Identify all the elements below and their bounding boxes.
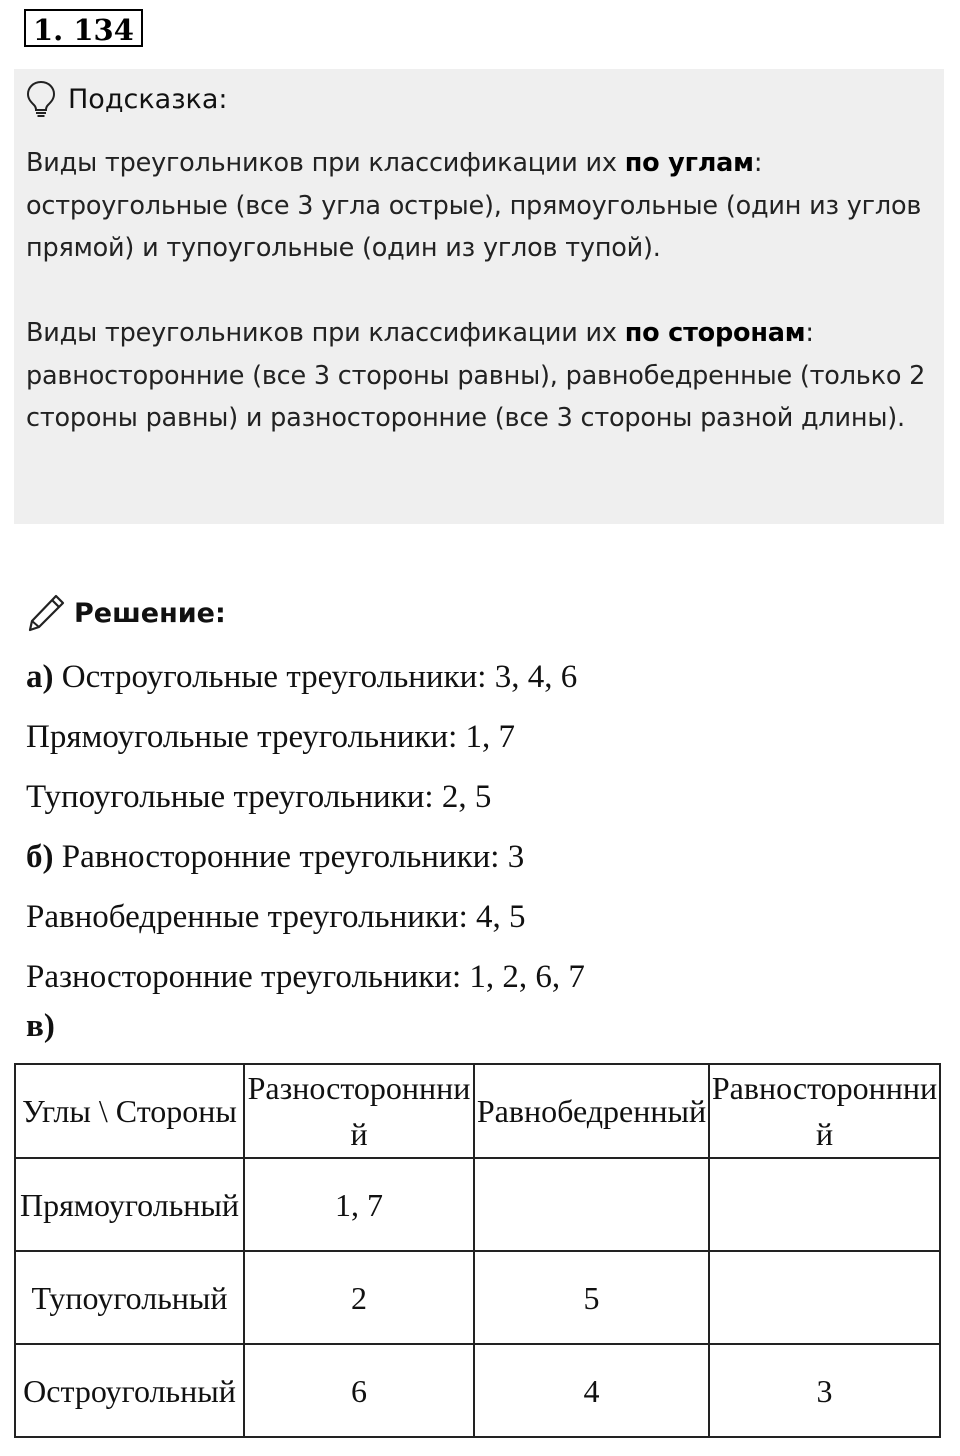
answer-label: а) bbox=[26, 659, 54, 695]
answer-text: Тупоугольные треугольники: 2, 5 bbox=[26, 779, 492, 815]
hint-p2-bold: по сторонам bbox=[624, 318, 806, 348]
answer-line bbox=[26, 837, 524, 877]
answer-text: Равнобедренные треугольники: 4, 5 bbox=[26, 899, 526, 935]
hint-paragraph-sides bbox=[26, 312, 931, 440]
answer-text: Разносторонние треугольники: 1, 2, 6, 7 bbox=[26, 959, 585, 995]
hint-p1-prefix: Виды треугольников при классификации их bbox=[26, 148, 625, 178]
table-cell bbox=[709, 1251, 940, 1344]
pencil-icon bbox=[26, 593, 66, 633]
answer-text: Равносторонние треугольники: 3 bbox=[53, 839, 525, 875]
answer-line bbox=[26, 957, 585, 997]
hint-header bbox=[26, 79, 228, 119]
problem-number: 1. 134 bbox=[24, 9, 143, 47]
table-cell: 3 bbox=[709, 1344, 940, 1437]
answer-line bbox=[26, 777, 491, 817]
answer-line bbox=[26, 1006, 55, 1046]
table-header-cell: Равностороннний bbox=[709, 1064, 940, 1158]
table-row bbox=[15, 1344, 940, 1437]
table-cell: 1, 7 bbox=[244, 1158, 474, 1251]
table-cell: 4 bbox=[474, 1344, 709, 1437]
answer-label: в) bbox=[26, 1008, 55, 1044]
hint-box bbox=[14, 69, 944, 524]
table-row-header: Тупоугольный bbox=[15, 1251, 244, 1344]
table-header-cell: Равнобедренный bbox=[474, 1064, 709, 1158]
table-row bbox=[15, 1251, 940, 1344]
table-header-cell: Разностороннний bbox=[244, 1064, 474, 1158]
hint-p2-prefix: Виды треугольников при классификации их bbox=[26, 318, 625, 348]
table-header-cell: Углы \ Стороны bbox=[15, 1064, 244, 1158]
table-cell bbox=[709, 1158, 940, 1251]
solution-title: Решение: bbox=[74, 597, 226, 629]
table-cell: 5 bbox=[474, 1251, 709, 1344]
answer-line bbox=[26, 897, 526, 937]
answer-line bbox=[26, 657, 577, 697]
answer-label: б) bbox=[26, 839, 54, 875]
classification-table bbox=[14, 1063, 941, 1438]
table-row bbox=[15, 1158, 940, 1251]
answer-text: Прямоугольные треугольники: 1, 7 bbox=[26, 719, 516, 755]
table-header-row bbox=[15, 1064, 940, 1158]
table-cell bbox=[474, 1158, 709, 1251]
solution-header bbox=[26, 591, 226, 635]
answer-line bbox=[26, 717, 515, 757]
table-cell: 2 bbox=[244, 1251, 474, 1344]
table-row-header: Остроугольный bbox=[15, 1344, 244, 1437]
table-row-header: Прямоугольный bbox=[15, 1158, 244, 1251]
hint-p1-bold: по углам bbox=[624, 148, 754, 178]
answer-text: Остроугольные треугольники: 3, 4, 6 bbox=[53, 659, 578, 695]
hint-title: Подсказка: bbox=[68, 83, 228, 115]
table-cell: 6 bbox=[244, 1344, 474, 1437]
hint-p2-suffix: : равносторонние (все 3 стороны равны), равнобедренные (только 2 стороны равны) и разносторонние (все 3 стороны разной длины). bbox=[26, 318, 926, 433]
hint-paragraph-angles bbox=[26, 142, 931, 270]
hint-p1-suffix: : остроугольные (все 3 угла острые), прямоугольные (один из углов прямой) и тупоугольные (один из углов тупой). bbox=[26, 148, 922, 263]
lightbulb-icon bbox=[26, 80, 56, 118]
